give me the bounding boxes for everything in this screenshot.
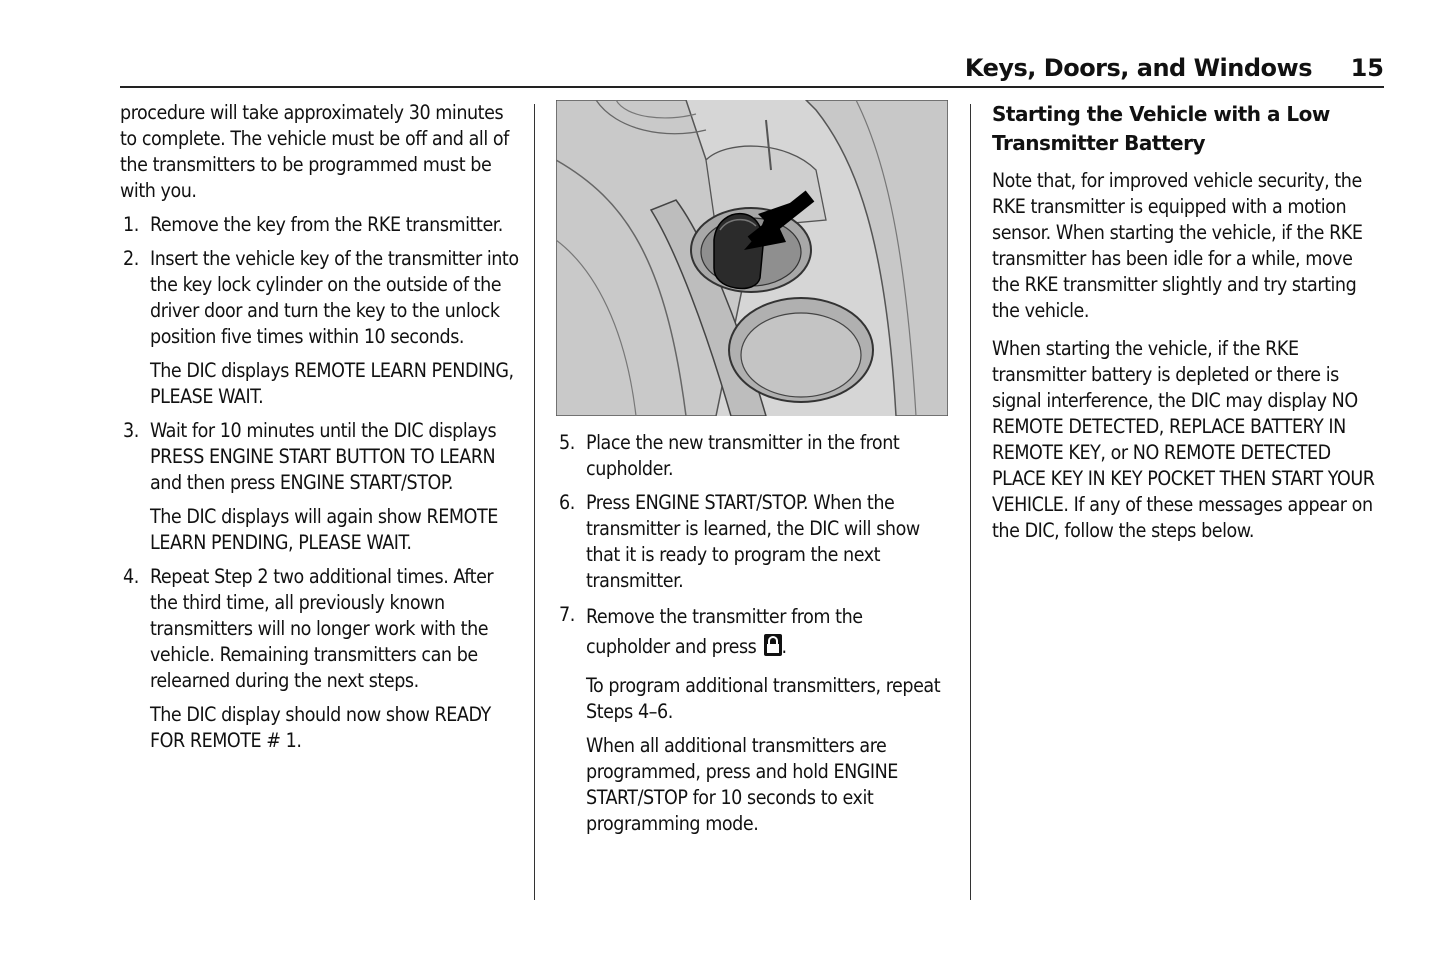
step-number: 7. bbox=[559, 603, 575, 626]
step-number: 6. bbox=[559, 491, 575, 514]
step-7 bbox=[556, 602, 948, 665]
paragraph: Note that, for improved vehicle security, the RKE transmitter is equipped with a motion sensor. When starting the vehicle, if the RKE transmitter has been idle for a while, move the RKE transmitter slightly and try starting the vehicle. bbox=[992, 169, 1363, 322]
column-divider bbox=[970, 104, 971, 900]
column-1 bbox=[120, 100, 520, 754]
column-2 bbox=[556, 100, 948, 837]
lock-icon bbox=[764, 634, 782, 665]
column-divider bbox=[534, 104, 535, 900]
step-note: The DIC displays REMOTE LEARN PENDING, PLEASE WAIT. bbox=[150, 359, 514, 408]
illustration-svg bbox=[556, 100, 948, 416]
column-3 bbox=[992, 100, 1384, 552]
step-text: Wait for 10 minutes until the DIC displays PRESS ENGINE START BUTTON TO LEARN and then press ENGINE START/STOP. bbox=[150, 419, 497, 494]
step-2 bbox=[120, 246, 520, 350]
step-text: Remove the key from the RKE transmitter. bbox=[150, 213, 503, 236]
step-text-end: . bbox=[781, 635, 787, 658]
step-note: To program additional transmitters, repeat Steps 4–6. bbox=[586, 674, 941, 723]
step-text: Place the new transmitter in the front cupholder. bbox=[586, 431, 900, 480]
step-note: The DIC display should now show READY FOR REMOTE # 1. bbox=[150, 703, 491, 752]
step-number: 4. bbox=[123, 565, 139, 588]
step-number: 3. bbox=[123, 419, 139, 442]
step-text: Repeat Step 2 two additional times. After the third time, all previously known transmitters will no longer work with the vehicle. Remaining transmitters can be relearned during the next steps. bbox=[150, 565, 494, 692]
step-number: 1. bbox=[123, 213, 139, 236]
page-header bbox=[120, 54, 1384, 88]
step-number: 5. bbox=[559, 431, 575, 454]
step-text bbox=[586, 602, 948, 665]
step-text-main: Remove the transmitter from the cupholder and press bbox=[586, 605, 863, 658]
step-4 bbox=[120, 564, 520, 694]
step-1 bbox=[120, 212, 520, 238]
page-number: 15 bbox=[1350, 54, 1384, 82]
step-text: Press ENGINE START/STOP. When the transmitter is learned, the DIC will show that it is ready to program the next transmitter. bbox=[586, 491, 920, 592]
step-6 bbox=[556, 490, 948, 594]
paragraph: When starting the vehicle, if the RKE transmitter battery is depleted or there is signal interference, the DIC may display NO REMOTE DETECTED, REPLACE BATTERY IN REMOTE KEY, or NO REMOTE DETECTED PLACE KEY IN KEY POCKET THEN START YOUR VEHICLE. If any of these messages appear on the DIC, follow the steps below. bbox=[992, 337, 1375, 542]
section-title: Keys, Doors, and Windows bbox=[964, 54, 1312, 82]
step-note: The DIC displays will again show REMOTE LEARN PENDING, PLEASE WAIT. bbox=[150, 505, 498, 554]
step-5 bbox=[556, 430, 948, 482]
step-number: 2. bbox=[123, 247, 139, 270]
cupholder-transmitter-illustration bbox=[556, 100, 948, 416]
section-heading: Starting the Vehicle with a Low Transmitter Battery bbox=[992, 102, 1330, 155]
step-note: When all additional transmitters are programmed, press and hold ENGINE START/STOP for 10 seconds to exit programming mode. bbox=[586, 734, 898, 835]
step-text: Insert the vehicle key of the transmitter into the key lock cylinder on the outside of the driver door and turn the key to the unlock position five times within 10 seconds. bbox=[150, 247, 519, 348]
step-3 bbox=[120, 418, 520, 496]
intro-paragraph: procedure will take approximately 30 minutes to complete. The vehicle must be off and all of the transmitters to be programmed must be with you. bbox=[120, 101, 509, 202]
